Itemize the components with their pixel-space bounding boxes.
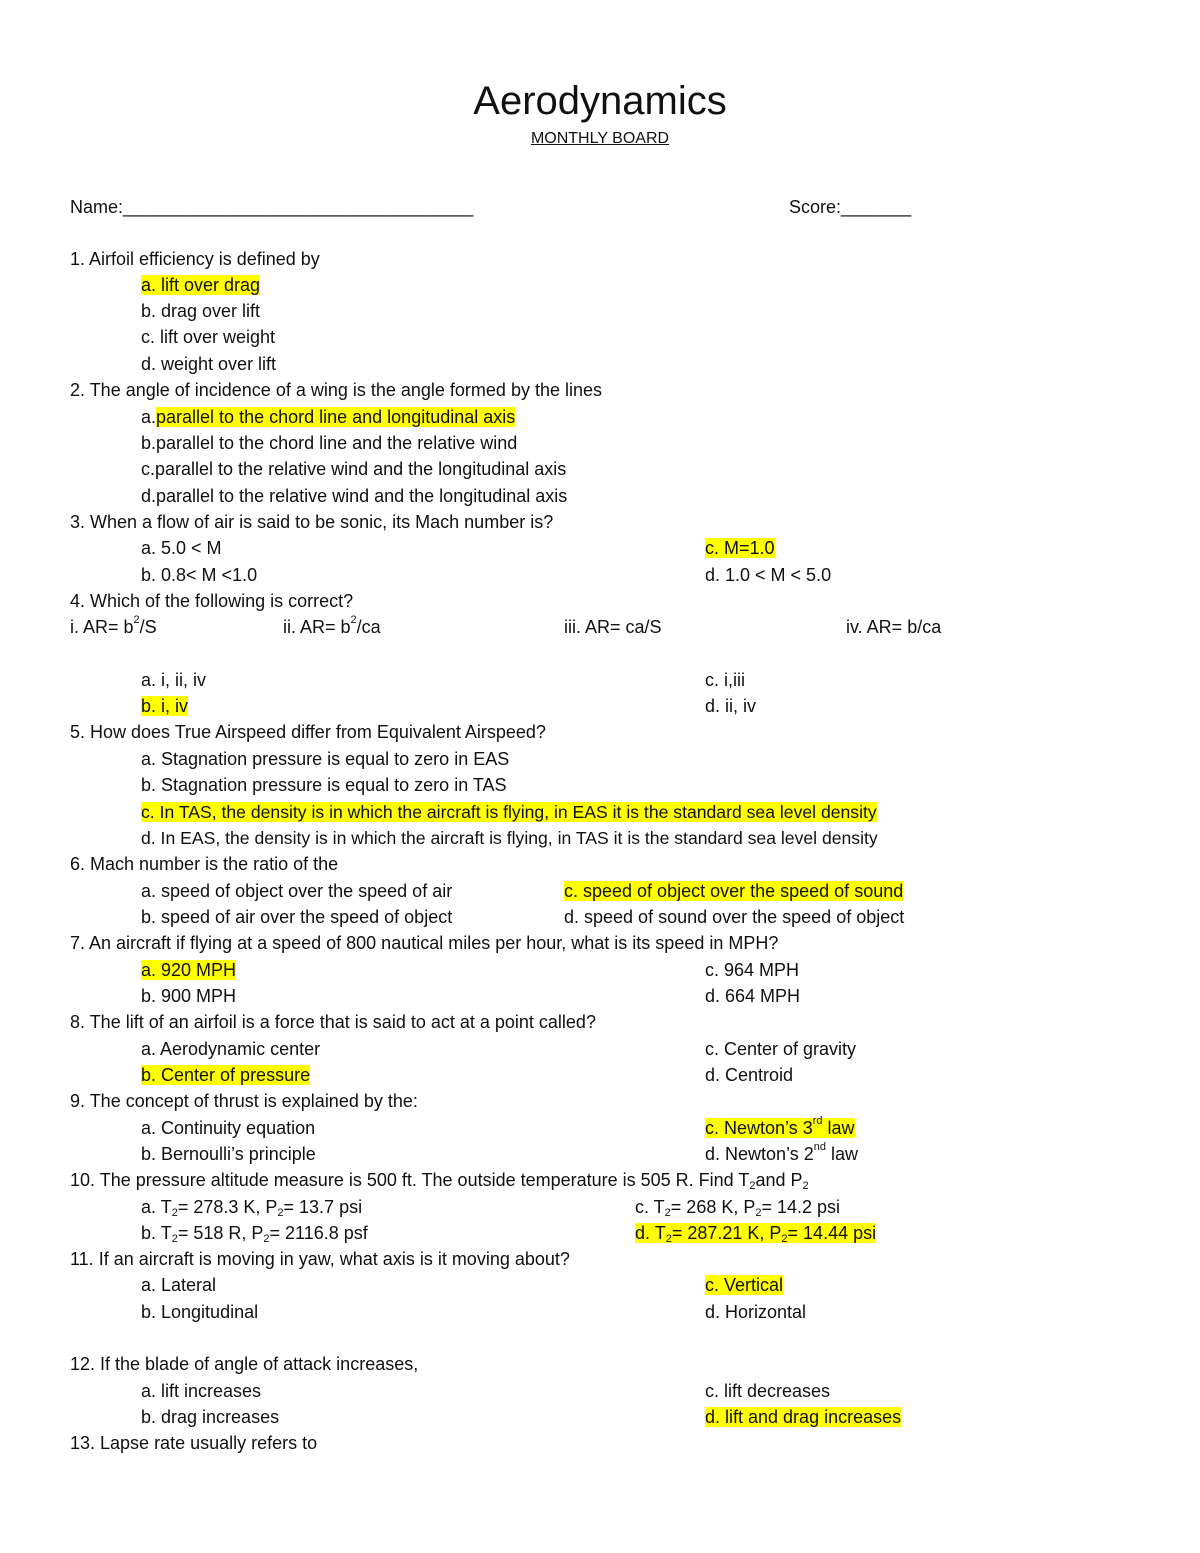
answer-highlight: c. speed of object over the speed of sound [564, 881, 904, 901]
question-2-option-a [141, 405, 515, 429]
question-11-option-c [705, 1273, 783, 1297]
question-10-stem [70, 1168, 809, 1195]
question-2-option-b: b.parallel to the chord line and the relative wind [141, 433, 518, 453]
option-text: = 2116.8 psf [269, 1223, 368, 1243]
superscript: 2 [350, 614, 357, 626]
formula-text: i. AR= b [70, 617, 134, 637]
answer-highlight [635, 1223, 876, 1243]
question-2-option-d: d.parallel to the relative wind and the longitudinal axis [141, 486, 568, 506]
option-text: a. T [141, 1197, 172, 1217]
question-9-stem: 9. The concept of thrust is explained by the: [70, 1091, 418, 1111]
question-7-option-b: b. 900 MPH [141, 986, 237, 1006]
subscript: 2 [171, 1207, 178, 1219]
question-1-option-c: c. lift over weight [141, 327, 276, 347]
question-6-stem: 6. Mach number is the ratio of the [70, 854, 339, 874]
option-prefix: a. [141, 407, 157, 427]
question-4-stem: 4. Which of the following is correct? [70, 591, 354, 611]
question-5-option-c [141, 800, 877, 824]
question-8-stem: 8. The lift of an airfoil is a force that is said to act at a point called? [70, 1012, 596, 1032]
question-4-statement-ii [283, 615, 381, 639]
answer-highlight: a. lift over drag [141, 275, 261, 295]
question-4-option-c: c. i,iii [705, 670, 745, 690]
subscript: 2 [664, 1207, 671, 1219]
stem-text: and P [755, 1170, 803, 1190]
question-7-option-a [141, 958, 236, 982]
answer-highlight: b. Center of pressure [141, 1065, 311, 1085]
option-text: = 268 K, P [670, 1197, 756, 1217]
question-5-option-a: a. Stagnation pressure is equal to zero in EAS [141, 749, 510, 769]
subscript: 2 [171, 1233, 178, 1245]
answer-highlight: c. In TAS, the density is in which the aircraft is flying, in EAS it is the standard sea level density [141, 802, 877, 822]
question-5-option-d: d. In EAS, the density is in which the aircraft is flying, in TAS it is the standard sea level density [141, 828, 878, 848]
question-4-option-d: d. ii, iv [705, 696, 757, 716]
question-6-option-a: a. speed of object over the speed of air [141, 881, 453, 901]
question-10-option-d [635, 1221, 876, 1248]
superscript: 2 [133, 614, 140, 626]
question-3-stem: 3. When a flow of air is said to be sonic, its Mach number is? [70, 512, 554, 532]
question-4-option-b [141, 694, 188, 718]
option-text: = 13.7 psi [283, 1197, 363, 1217]
question-1-option-d: d. weight over lift [141, 354, 277, 374]
option-text: law [825, 1144, 858, 1164]
subscript: 2 [755, 1207, 762, 1219]
formula-text: ii. AR= b [283, 617, 351, 637]
question-1-option-a [141, 273, 260, 297]
question-6-option-c [564, 879, 903, 903]
question-7-stem: 7. An aircraft if flying at a speed of 800 nautical miles per hour, what is its speed in MPH? [70, 933, 779, 953]
option-text: = 14.44 psi [787, 1223, 877, 1243]
subscript: 2 [665, 1233, 672, 1245]
answer-highlight: a. 920 MPH [141, 960, 237, 980]
question-3-option-a: a. 5.0 < M [141, 538, 222, 558]
question-5-stem: 5. How does True Airspeed differ from Equivalent Airspeed? [70, 722, 546, 742]
superscript: rd [812, 1115, 823, 1127]
question-8-option-a: a. Aerodynamic center [141, 1039, 321, 1059]
question-9-option-d [705, 1142, 858, 1166]
question-9-option-a: a. Continuity equation [141, 1118, 316, 1138]
question-7-option-d: d. 664 MPH [705, 986, 801, 1006]
question-4-statement-i [70, 615, 157, 639]
question-4-option-a: a. i, ii, iv [141, 670, 207, 690]
question-2-option-c: c.parallel to the relative wind and the longitudinal axis [141, 459, 567, 479]
question-3-option-d: d. 1.0 < M < 5.0 [705, 565, 832, 585]
question-12-option-a: a. lift increases [141, 1381, 262, 1401]
option-text: = 278.3 K, P [177, 1197, 278, 1217]
option-text: d. Newton’s 2 [705, 1144, 814, 1164]
question-10-option-b [141, 1221, 368, 1248]
option-text: law [822, 1118, 855, 1138]
stem-text: 10. The pressure altitude measure is 500 ft. The outside temperature is 505 R. Find T [70, 1170, 750, 1190]
question-9-option-c [705, 1116, 855, 1140]
option-text: c. T [635, 1197, 665, 1217]
question-8-option-c: c. Center of gravity [705, 1039, 857, 1059]
question-9-option-b: b. Bernoulli’s principle [141, 1144, 316, 1164]
option-text: = 287.21 K, P [671, 1223, 782, 1243]
question-12-option-c: c. lift decreases [705, 1381, 831, 1401]
question-6-option-d: d. speed of sound over the speed of object [564, 907, 905, 927]
question-11-option-a: a. Lateral [141, 1275, 217, 1295]
answer-highlight: d. lift and drag increases [705, 1407, 902, 1427]
question-4-statement-iv: iv. AR= b/ca [846, 617, 942, 637]
subscript: 2 [277, 1207, 284, 1219]
option-text: b. T [141, 1223, 172, 1243]
question-1-option-b: b. drag over lift [141, 301, 261, 321]
question-2-stem: 2. The angle of incidence of a wing is the angle formed by the lines [70, 380, 603, 400]
question-5-option-b: b. Stagnation pressure is equal to zero in TAS [141, 775, 507, 795]
question-3-option-b: b. 0.8< M <1.0 [141, 565, 258, 585]
question-11-option-b: b. Longitudinal [141, 1302, 259, 1322]
question-11-stem: 11. If an aircraft is moving in yaw, what axis is it moving about? [70, 1249, 570, 1269]
option-text: d. T [635, 1223, 666, 1243]
question-10-option-c [635, 1195, 840, 1222]
option-text: c. Newton’s 3 [705, 1118, 813, 1138]
question-10-option-a [141, 1195, 362, 1222]
subscript: 2 [749, 1180, 756, 1192]
question-8-option-b [141, 1063, 310, 1087]
question-12-option-b: b. drag increases [141, 1407, 280, 1427]
subscript: 2 [781, 1233, 788, 1245]
question-6-option-b: b. speed of air over the speed of object [141, 907, 453, 927]
score-field-label: Score:_______ [789, 197, 912, 217]
question-8-option-d: d. Centroid [705, 1065, 794, 1085]
question-12-option-d [705, 1405, 901, 1429]
page-title: Aerodynamics [473, 79, 727, 123]
page-subtitle: MONTHLY BOARD [530, 130, 670, 147]
answer-highlight: c. Vertical [705, 1275, 784, 1295]
subscript: 2 [802, 1180, 809, 1192]
answer-highlight: c. M=1.0 [705, 538, 775, 558]
formula-text: /S [139, 617, 157, 637]
formula-text: /ca [356, 617, 381, 637]
answer-highlight: b. i, iv [141, 696, 189, 716]
question-11-option-d: d. Horizontal [705, 1302, 807, 1322]
option-text: = 518 R, P [177, 1223, 264, 1243]
subscript: 2 [263, 1233, 270, 1245]
answer-highlight: parallel to the chord line and longitudinal axis [156, 407, 516, 427]
question-7-option-c: c. 964 MPH [705, 960, 800, 980]
answer-highlight [705, 1115, 855, 1138]
question-1-stem: 1. Airfoil efficiency is defined by [70, 249, 320, 269]
question-3-option-c [705, 536, 775, 560]
option-text: = 14.2 psi [761, 1197, 841, 1217]
question-12-stem: 12. If the blade of angle of attack increases, [70, 1354, 419, 1374]
name-field-label: Name:___________________________________ [70, 197, 474, 217]
superscript: nd [813, 1141, 826, 1153]
question-13-stem: 13. Lapse rate usually refers to [70, 1433, 318, 1453]
question-4-statement-iii: iii. AR= ca/S [564, 617, 662, 637]
